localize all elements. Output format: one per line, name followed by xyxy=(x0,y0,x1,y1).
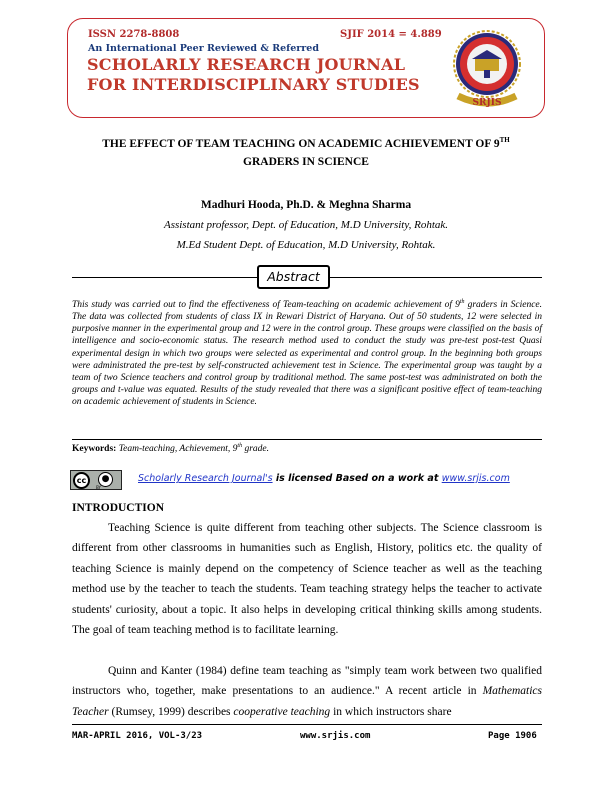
attribution-person-icon: ● xyxy=(98,472,113,487)
cc-license-badge[interactable] xyxy=(70,470,122,490)
footer-site: www.srjis.com xyxy=(300,731,371,741)
journal-title-line2: FOR INTERDISCIPLINARY STUDIES xyxy=(87,75,420,94)
paper-title-line2: GRADERS IN SCIENCE xyxy=(243,156,369,168)
journal-link[interactable]: Scholarly Research Journal's xyxy=(138,473,273,484)
issn-label: ISSN 2278-8808 xyxy=(88,29,180,40)
keywords: Keywords: Team-teaching, Achievement, 9th grade. xyxy=(72,443,270,455)
sjif-label: SJIF 2014 = 4.889 xyxy=(340,29,442,40)
site-link[interactable]: www.srjis.com xyxy=(441,473,510,484)
abstract-rule-left xyxy=(72,277,257,278)
introduction-heading: INTRODUCTION xyxy=(72,502,165,514)
journal-title-line1: SCHOLARLY RESEARCH JOURNAL xyxy=(87,55,406,74)
srjis-seal-logo xyxy=(448,26,526,110)
paper-title-line1: THE EFFECT OF TEAM TEACHING ON ACADEMIC ACHIEVEMENT OF 9TH xyxy=(102,136,510,150)
license-statement: Scholarly Research Journal's is licensed Based on a work at www.srjis.com xyxy=(138,473,510,484)
footer-issue: MAR-APRIL 2016, VOL-3/23 xyxy=(72,731,203,741)
affiliation-2: M.Ed Student Dept. of Education, M.D University, Rohtak. xyxy=(176,239,436,251)
by-label: BY xyxy=(96,485,101,490)
abstract-rule-right xyxy=(330,277,542,278)
peer-reviewed-label: An International Peer Reviewed & Referred xyxy=(88,43,319,54)
authors: Madhuri Hooda, Ph.D. & Meghna Sharma xyxy=(200,199,412,211)
intro-paragraph-2: Quinn and Kanter (1984) define team teaching as "simply team work between two qualified instructors who, together, make presentations to an audience." A recent article in Mathematics Teacher (Rumsey, 1999) describes cooperative teaching in which instructors share xyxy=(72,665,542,718)
svg-text:SRJIS: SRJIS xyxy=(472,98,502,108)
intro-paragraph-1: Teaching Science is quite different from teaching other subjects. The Science classroom is different from other classrooms in humanities such as English, History, politics etc. the quality of teaching Science is mainly depend on the competency of Science teacher as well as the teaching method use by the teacher to teach the students. Team teaching strategy helps the teacher to activate students' curiosity, about a topic. It also helps in developing critical thinking skills among students. The goal of team teaching method is to facilitate learning. xyxy=(72,522,542,637)
abstract-text: This study was carried out to find the effectiveness of Team-teaching on academic achievement of 9th graders in Science. The data was collected from students of class IX in Rewari District of Haryana. Out of 50 students, 12 were selected in purposive manner in the experimental group and 12 were in the control group. These groups were classified on the basis of intelligence and socio-economic status. The research method used to conduct the study was pre-test post-test Quasi experimental design in which two groups were selected as experimental and control group. In the beginning both groups were administrated the pre-test by self-constructed achievement test in Science. The experimental group was taught by a team of two Science teachers and control group by traditional method. The same post-test was administrated on both the groups and t-value was equated. Results of the study revealed that there was a significant positive effect of team-teaching on academic achievement of students in Science. xyxy=(72,299,543,407)
footer-page-number: Page 1906 xyxy=(488,731,537,741)
abstract-heading: Abstract xyxy=(257,265,330,289)
affiliation-1: Assistant professor, Dept. of Education, M.D University, Rohtak. xyxy=(163,219,449,231)
footer-rule xyxy=(72,724,542,725)
cc-icon: cc xyxy=(73,472,90,489)
abstract-bottom-rule xyxy=(72,439,542,440)
